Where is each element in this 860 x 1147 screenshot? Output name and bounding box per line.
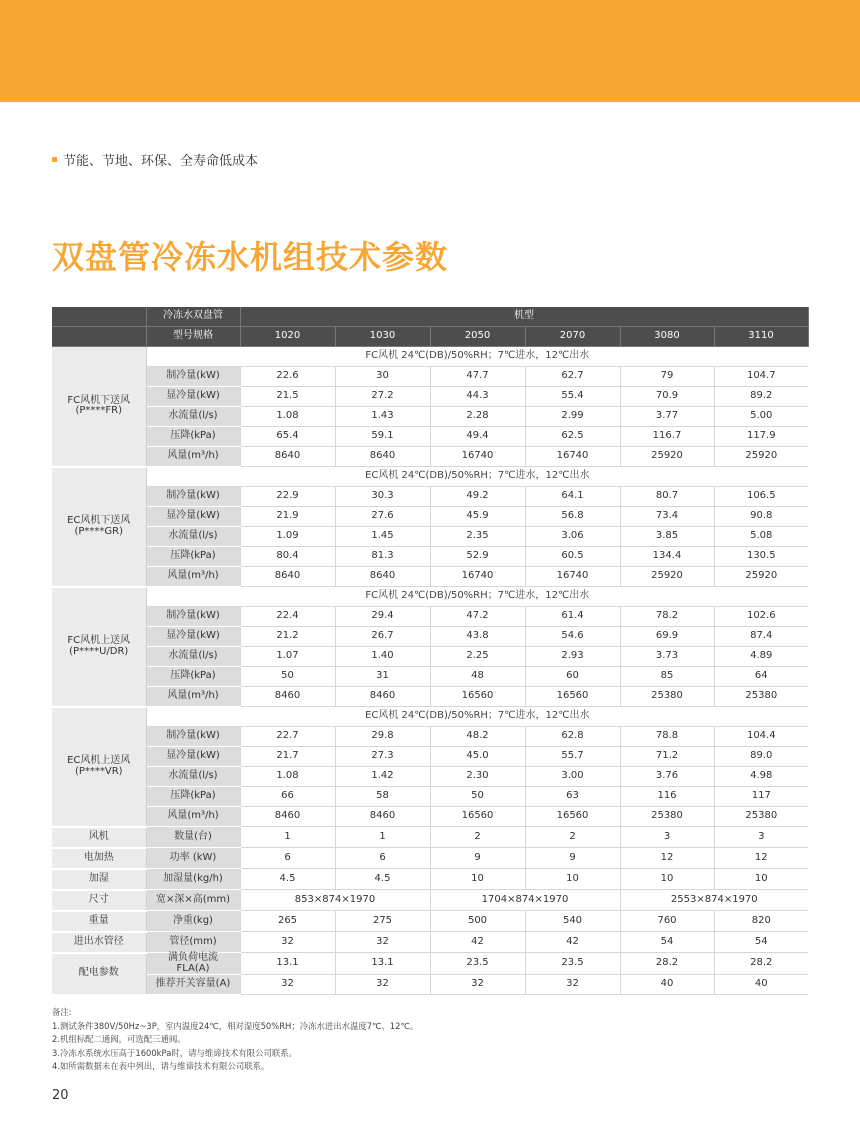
table-cell: 49.2 bbox=[430, 487, 525, 507]
table-cell: 25380 bbox=[714, 807, 808, 827]
table-cell: 54.6 bbox=[525, 627, 620, 647]
table-cell: 45.0 bbox=[430, 747, 525, 767]
table-cell: 106.5 bbox=[714, 487, 808, 507]
table-cell: 1.08 bbox=[240, 407, 335, 427]
row-label: 制冷量(kW) bbox=[146, 607, 240, 627]
table-cell: 117 bbox=[714, 787, 808, 807]
header-blank bbox=[52, 307, 146, 327]
condition-row bbox=[52, 707, 808, 727]
header-model: 3110 bbox=[714, 327, 808, 347]
table-cell: 2.99 bbox=[525, 407, 620, 427]
table-cell: 80.7 bbox=[620, 487, 714, 507]
row-label: 制冷量(kW) bbox=[146, 727, 240, 747]
table-cell: 32 bbox=[335, 975, 430, 995]
table-row bbox=[52, 727, 808, 747]
table-cell: 6 bbox=[335, 848, 430, 869]
tagline-text: 节能、节地、环保、全寿命低成本 bbox=[63, 154, 259, 169]
table-cell: 50 bbox=[430, 787, 525, 807]
table-cell: 25920 bbox=[620, 567, 714, 587]
table-cell: 13.1 bbox=[335, 953, 430, 975]
table-cell: 8460 bbox=[240, 807, 335, 827]
table-cell: 55.7 bbox=[525, 747, 620, 767]
table-cell: 60 bbox=[525, 667, 620, 687]
table-cell: 90.8 bbox=[714, 507, 808, 527]
table-cell: 79 bbox=[620, 367, 714, 387]
table-row bbox=[52, 447, 808, 467]
table-cell: 16560 bbox=[525, 687, 620, 707]
notes-line: 4.如所需数据未在表中列出，请与维谛技术有限公司联系。 bbox=[52, 1061, 270, 1071]
header-model-group: 机型 bbox=[240, 307, 808, 327]
row-label: 水流量(l/s) bbox=[146, 407, 240, 427]
table-cell: 275 bbox=[335, 911, 430, 932]
table-cell: 44.3 bbox=[430, 387, 525, 407]
table-cell: 54 bbox=[620, 932, 714, 953]
header-blank bbox=[52, 327, 146, 347]
group-label: 配电参数 bbox=[52, 953, 146, 995]
notes-line: 1.测试条件380V/50Hz~3P，室内温度24℃，相对湿度50%RH；冷冻水进出水温度7℃、12℃。 bbox=[52, 1020, 419, 1031]
table-cell: 8460 bbox=[335, 807, 430, 827]
table-cell: 55.4 bbox=[525, 387, 620, 407]
row-label: 显冷量(kW) bbox=[146, 747, 240, 767]
table-cell: 32 bbox=[430, 975, 525, 995]
table-cell: 47.7 bbox=[430, 367, 525, 387]
row-label: 满负荷电流 FLA(A) bbox=[146, 953, 240, 975]
table-cell: 265 bbox=[240, 911, 335, 932]
table-cell: 1.43 bbox=[335, 407, 430, 427]
table-cell: 102.6 bbox=[714, 607, 808, 627]
table-cell: 48 bbox=[430, 667, 525, 687]
group-label: 尺寸 bbox=[52, 890, 146, 911]
header-model: 2070 bbox=[525, 327, 620, 347]
table-cell: 25920 bbox=[714, 447, 808, 467]
table-cell: 26.7 bbox=[335, 627, 430, 647]
row-label: 风量(m³/h) bbox=[146, 567, 240, 587]
table-cell: 78.2 bbox=[620, 607, 714, 627]
table-row bbox=[52, 869, 808, 890]
table-cell: 853×874×1970 bbox=[240, 890, 430, 911]
table-cell: 12 bbox=[714, 848, 808, 869]
header-model: 2050 bbox=[430, 327, 525, 347]
table-row bbox=[52, 487, 808, 507]
table-cell: 1 bbox=[240, 827, 335, 848]
table-cell: 28.2 bbox=[714, 953, 808, 975]
table-cell: 32 bbox=[335, 932, 430, 953]
table-row bbox=[52, 367, 808, 387]
table-cell: 117.9 bbox=[714, 427, 808, 447]
table-cell: 48.2 bbox=[430, 727, 525, 747]
row-label: 水流量(l/s) bbox=[146, 767, 240, 787]
group-label: 加湿 bbox=[52, 869, 146, 890]
spec-table bbox=[52, 307, 809, 996]
table-cell: 49.4 bbox=[430, 427, 525, 447]
header-spec: 型号规格 bbox=[146, 327, 240, 347]
table-cell: 10 bbox=[430, 869, 525, 890]
table-cell: 32 bbox=[240, 975, 335, 995]
table-cell: 3 bbox=[620, 827, 714, 848]
row-label: 水流量(l/s) bbox=[146, 527, 240, 547]
table-cell: 30 bbox=[335, 367, 430, 387]
table-cell: 81.3 bbox=[335, 547, 430, 567]
table-row bbox=[52, 687, 808, 707]
table-cell: 1.42 bbox=[335, 767, 430, 787]
table-cell: 32 bbox=[240, 932, 335, 953]
bullet-square-icon bbox=[52, 157, 57, 162]
group-label: 风机 bbox=[52, 827, 146, 848]
table-cell: 27.3 bbox=[335, 747, 430, 767]
row-label: 管径(mm) bbox=[146, 932, 240, 953]
table-cell: 9 bbox=[525, 848, 620, 869]
table-row bbox=[52, 427, 808, 447]
header-row-1 bbox=[52, 307, 808, 327]
table-cell: 61.4 bbox=[525, 607, 620, 627]
page-title: 双盘管冷冻水机组技术参数 bbox=[52, 238, 449, 276]
table-cell: 80.4 bbox=[240, 547, 335, 567]
header-type: 冷冻水双盘管 bbox=[146, 307, 240, 327]
row-label: 制冷量(kW) bbox=[146, 487, 240, 507]
table-cell: 89.0 bbox=[714, 747, 808, 767]
table-cell: 25920 bbox=[714, 567, 808, 587]
row-label: 数量(台) bbox=[146, 827, 240, 848]
table-cell: 56.8 bbox=[525, 507, 620, 527]
table-row bbox=[52, 890, 808, 911]
table-cell: 29.8 bbox=[335, 727, 430, 747]
notes-line: 2.机组标配二通阀，可选配三通阀。 bbox=[52, 1034, 186, 1044]
table-cell: 6 bbox=[240, 848, 335, 869]
table-cell: 28.2 bbox=[620, 953, 714, 975]
table-cell: 16560 bbox=[430, 687, 525, 707]
table-cell: 21.5 bbox=[240, 387, 335, 407]
table-row bbox=[52, 407, 808, 427]
table-cell: 23.5 bbox=[430, 953, 525, 975]
table-cell: 16740 bbox=[430, 567, 525, 587]
group-label: FC风机上送风 (P****U/DR) bbox=[52, 587, 146, 707]
table-cell: 12 bbox=[620, 848, 714, 869]
row-label: 显冷量(kW) bbox=[146, 507, 240, 527]
row-label: 加湿量(kg/h) bbox=[146, 869, 240, 890]
table-cell: 3.73 bbox=[620, 647, 714, 667]
header-model: 1030 bbox=[335, 327, 430, 347]
table-cell: 22.7 bbox=[240, 727, 335, 747]
table-row bbox=[52, 627, 808, 647]
table-cell: 89.2 bbox=[714, 387, 808, 407]
row-label: 水流量(l/s) bbox=[146, 647, 240, 667]
test-condition: FC风机 24℃(DB)/50%RH；7℃进水，12℃出水 bbox=[146, 587, 808, 607]
table-cell: 71.2 bbox=[620, 747, 714, 767]
table-cell: 40 bbox=[714, 975, 808, 995]
table-row bbox=[52, 507, 808, 527]
table-cell: 760 bbox=[620, 911, 714, 932]
table-cell: 22.6 bbox=[240, 367, 335, 387]
notes-line: 备注: bbox=[52, 1007, 72, 1017]
table-cell: 5.08 bbox=[714, 527, 808, 547]
condition-row bbox=[52, 467, 808, 487]
header-model: 1020 bbox=[240, 327, 335, 347]
page-number: 20 bbox=[52, 1088, 69, 1103]
table-cell: 2.28 bbox=[430, 407, 525, 427]
table-cell: 25380 bbox=[714, 687, 808, 707]
table-cell: 1 bbox=[335, 827, 430, 848]
table-cell: 13.1 bbox=[240, 953, 335, 975]
table-row bbox=[52, 767, 808, 787]
table-cell: 64 bbox=[714, 667, 808, 687]
table-cell: 134.4 bbox=[620, 547, 714, 567]
table-cell: 31 bbox=[335, 667, 430, 687]
table-cell: 69.9 bbox=[620, 627, 714, 647]
table-row bbox=[52, 527, 808, 547]
condition-row bbox=[52, 587, 808, 607]
row-label: 显冷量(kW) bbox=[146, 387, 240, 407]
table-row bbox=[52, 387, 808, 407]
table-cell: 66 bbox=[240, 787, 335, 807]
row-label: 净重(kg) bbox=[146, 911, 240, 932]
table-row bbox=[52, 607, 808, 627]
table-cell: 2 bbox=[525, 827, 620, 848]
table-cell: 63 bbox=[525, 787, 620, 807]
row-label: 风量(m³/h) bbox=[146, 447, 240, 467]
group-label: 重量 bbox=[52, 911, 146, 932]
table-cell: 21.2 bbox=[240, 627, 335, 647]
table-cell: 22.9 bbox=[240, 487, 335, 507]
table-cell: 104.7 bbox=[714, 367, 808, 387]
row-label: 压降(kPa) bbox=[146, 787, 240, 807]
table-row bbox=[52, 667, 808, 687]
table-cell: 59.1 bbox=[335, 427, 430, 447]
table-cell: 104.4 bbox=[714, 727, 808, 747]
table-cell: 3 bbox=[714, 827, 808, 848]
table-cell: 30.3 bbox=[335, 487, 430, 507]
table-cell: 42 bbox=[430, 932, 525, 953]
condition-row bbox=[52, 347, 808, 367]
table-row bbox=[52, 567, 808, 587]
table-cell: 65.4 bbox=[240, 427, 335, 447]
table-cell: 25380 bbox=[620, 807, 714, 827]
table-row bbox=[52, 848, 808, 869]
table-row bbox=[52, 953, 808, 975]
table-cell: 4.89 bbox=[714, 647, 808, 667]
table-cell: 70.9 bbox=[620, 387, 714, 407]
table-row bbox=[52, 547, 808, 567]
table-cell: 42 bbox=[525, 932, 620, 953]
header-model: 3080 bbox=[620, 327, 714, 347]
table-cell: 62.8 bbox=[525, 727, 620, 747]
row-label: 推荐开关容量(A) bbox=[146, 975, 240, 995]
table-cell: 16740 bbox=[525, 567, 620, 587]
table-cell: 2.30 bbox=[430, 767, 525, 787]
table-cell: 25920 bbox=[620, 447, 714, 467]
table-cell: 500 bbox=[430, 911, 525, 932]
table-row bbox=[52, 647, 808, 667]
row-label: 显冷量(kW) bbox=[146, 627, 240, 647]
table-row bbox=[52, 975, 808, 995]
table-cell: 78.8 bbox=[620, 727, 714, 747]
table-cell: 2.93 bbox=[525, 647, 620, 667]
table-cell: 116.7 bbox=[620, 427, 714, 447]
table-cell: 8460 bbox=[335, 687, 430, 707]
table-cell: 40 bbox=[620, 975, 714, 995]
table-cell: 1.07 bbox=[240, 647, 335, 667]
row-label: 风量(m³/h) bbox=[146, 807, 240, 827]
table-cell: 45.9 bbox=[430, 507, 525, 527]
notes-line: 3.冷冻水系统水压高于1600kPa时，请与维谛技术有限公司联系。 bbox=[52, 1047, 297, 1058]
row-label: 宽×深×高(mm) bbox=[146, 890, 240, 911]
table-cell: 21.7 bbox=[240, 747, 335, 767]
table-row bbox=[52, 807, 808, 827]
header-row-2 bbox=[52, 327, 808, 347]
table-row bbox=[52, 747, 808, 767]
table-row bbox=[52, 932, 808, 953]
table-cell: 87.4 bbox=[714, 627, 808, 647]
table-cell: 16740 bbox=[430, 447, 525, 467]
table-cell: 62.5 bbox=[525, 427, 620, 447]
table-cell: 5.00 bbox=[714, 407, 808, 427]
table-cell: 116 bbox=[620, 787, 714, 807]
table-cell: 8640 bbox=[240, 447, 335, 467]
table-cell: 27.6 bbox=[335, 507, 430, 527]
table-cell: 54 bbox=[714, 932, 808, 953]
table-cell: 8640 bbox=[240, 567, 335, 587]
table-cell: 3.06 bbox=[525, 527, 620, 547]
table-cell: 820 bbox=[714, 911, 808, 932]
table-cell: 43.8 bbox=[430, 627, 525, 647]
table-row bbox=[52, 787, 808, 807]
table-cell: 3.77 bbox=[620, 407, 714, 427]
table-cell: 8460 bbox=[240, 687, 335, 707]
row-label: 功率 (kW) bbox=[146, 848, 240, 869]
table-cell: 10 bbox=[525, 869, 620, 890]
table-cell: 8640 bbox=[335, 567, 430, 587]
table-cell: 58 bbox=[335, 787, 430, 807]
table-cell: 10 bbox=[620, 869, 714, 890]
group-label: EC风机下送风 (P****GR) bbox=[52, 467, 146, 587]
table-cell: 73.4 bbox=[620, 507, 714, 527]
table-cell: 21.9 bbox=[240, 507, 335, 527]
table-cell: 2 bbox=[430, 827, 525, 848]
row-label: 压降(kPa) bbox=[146, 547, 240, 567]
table-cell: 10 bbox=[714, 869, 808, 890]
group-label: 进出水管径 bbox=[52, 932, 146, 953]
table-cell: 2.25 bbox=[430, 647, 525, 667]
row-label: 制冷量(kW) bbox=[146, 367, 240, 387]
table-row bbox=[52, 827, 808, 848]
table-cell: 3.85 bbox=[620, 527, 714, 547]
table-cell: 52.9 bbox=[430, 547, 525, 567]
table-cell: 4.5 bbox=[240, 869, 335, 890]
table-cell: 1.40 bbox=[335, 647, 430, 667]
table-cell: 1.45 bbox=[335, 527, 430, 547]
table-cell: 22.4 bbox=[240, 607, 335, 627]
group-label: EC风机上送风 (P****VR) bbox=[52, 707, 146, 827]
table-cell: 60.5 bbox=[525, 547, 620, 567]
table-cell: 16560 bbox=[430, 807, 525, 827]
group-label: FC风机下送风 (P****FR) bbox=[52, 347, 146, 467]
test-condition: FC风机 24℃(DB)/50%RH；7℃进水，12℃出水 bbox=[146, 347, 808, 367]
row-label: 压降(kPa) bbox=[146, 427, 240, 447]
tagline bbox=[52, 150, 258, 169]
table-cell: 1.09 bbox=[240, 527, 335, 547]
table-cell: 29.4 bbox=[335, 607, 430, 627]
table-cell: 1704×874×1970 bbox=[430, 890, 620, 911]
table-cell: 3.76 bbox=[620, 767, 714, 787]
row-label: 风量(m³/h) bbox=[146, 687, 240, 707]
table-cell: 3.00 bbox=[525, 767, 620, 787]
test-condition: EC风机 24℃(DB)/50%RH；7℃进水，12℃出水 bbox=[146, 467, 808, 487]
table-cell: 25380 bbox=[620, 687, 714, 707]
table-cell: 47.2 bbox=[430, 607, 525, 627]
table-cell: 540 bbox=[525, 911, 620, 932]
table-cell: 32 bbox=[525, 975, 620, 995]
table-cell: 2.35 bbox=[430, 527, 525, 547]
table-cell: 64.1 bbox=[525, 487, 620, 507]
table-cell: 50 bbox=[240, 667, 335, 687]
table-cell: 16560 bbox=[525, 807, 620, 827]
table-cell: 1.08 bbox=[240, 767, 335, 787]
table-cell: 8640 bbox=[335, 447, 430, 467]
table-cell: 4.98 bbox=[714, 767, 808, 787]
table-cell: 85 bbox=[620, 667, 714, 687]
table-cell: 130.5 bbox=[714, 547, 808, 567]
notes bbox=[52, 1006, 418, 1074]
test-condition: EC风机 24℃(DB)/50%RH；7℃进水，12℃出水 bbox=[146, 707, 808, 727]
table-cell: 4.5 bbox=[335, 869, 430, 890]
table-cell: 62.7 bbox=[525, 367, 620, 387]
table-cell: 27.2 bbox=[335, 387, 430, 407]
row-label: 压降(kPa) bbox=[146, 667, 240, 687]
top-banner bbox=[0, 0, 860, 102]
table-cell: 2553×874×1970 bbox=[620, 890, 808, 911]
table-row bbox=[52, 911, 808, 932]
table-cell: 9 bbox=[430, 848, 525, 869]
group-label: 电加热 bbox=[52, 848, 146, 869]
table-cell: 23.5 bbox=[525, 953, 620, 975]
table-cell: 16740 bbox=[525, 447, 620, 467]
